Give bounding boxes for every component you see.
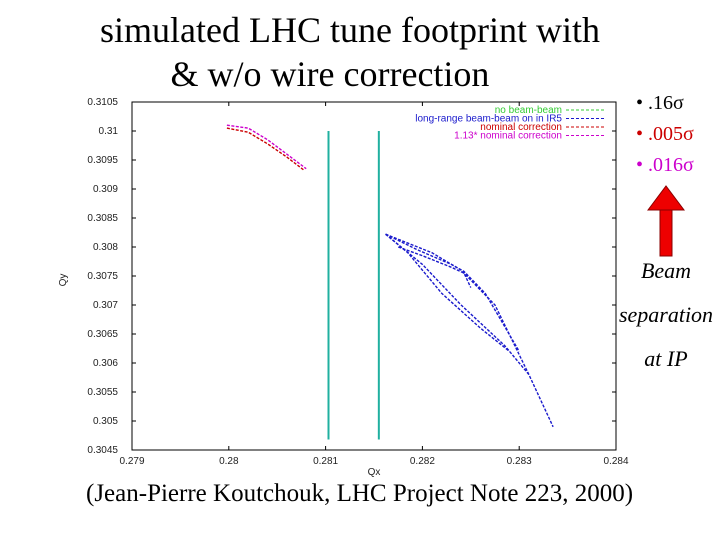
beam-label: Beam [640, 258, 692, 283]
title-line-2: & w/o wire correction [170, 54, 490, 94]
y-tick-label: 0.306 [92, 358, 118, 369]
plot-area [132, 102, 616, 450]
sigma-label-1: • .16σ [636, 92, 684, 114]
legend-label: no beam-beam [494, 105, 562, 116]
y-tick-label: 0.307 [92, 300, 118, 311]
x-tick-label: 0.281 [313, 456, 339, 467]
y-tick-label: 0.308 [92, 242, 118, 253]
separation-label: separation [618, 302, 714, 327]
y-tick-label: 0.3075 [87, 271, 118, 282]
y-axis-label: Qy [58, 273, 69, 287]
citation: (Jean-Pierre Koutchouk, LHC Project Note 223, 2000) [86, 480, 634, 507]
x-tick-label: 0.279 [119, 456, 145, 467]
chart-root [58, 97, 629, 478]
legend-label: long-range beam-beam on in IR5 [415, 113, 562, 125]
x-tick-label: 0.282 [409, 456, 435, 467]
legend-label: nominal correction [480, 122, 562, 133]
x-tick-label: 0.28 [219, 456, 239, 467]
y-tick-label: 0.3045 [87, 445, 118, 456]
sigma-label-2: • .005σ [636, 123, 694, 145]
y-tick-label: 0.3085 [87, 213, 118, 224]
legend-label: 1.13* nominal correction [454, 130, 562, 142]
y-tick-label: 0.309 [92, 184, 118, 195]
at-ip-label: at IP [644, 346, 688, 371]
x-tick-label: 0.283 [506, 456, 532, 467]
y-tick-label: 0.305 [92, 416, 118, 427]
sigma-label-3: • .016σ [636, 154, 694, 176]
x-tick-label: 0.284 [603, 456, 629, 467]
y-tick-label: 0.3065 [87, 329, 118, 340]
beam-separation-arrow [648, 186, 684, 256]
x-axis-label: Qx [367, 467, 381, 478]
y-tick-label: 0.3105 [87, 97, 118, 108]
y-tick-label: 0.31 [98, 126, 118, 137]
title-line-1: simulated LHC tune footprint with [100, 10, 600, 50]
y-tick-label: 0.3055 [87, 387, 118, 398]
y-tick-label: 0.3095 [87, 155, 118, 166]
